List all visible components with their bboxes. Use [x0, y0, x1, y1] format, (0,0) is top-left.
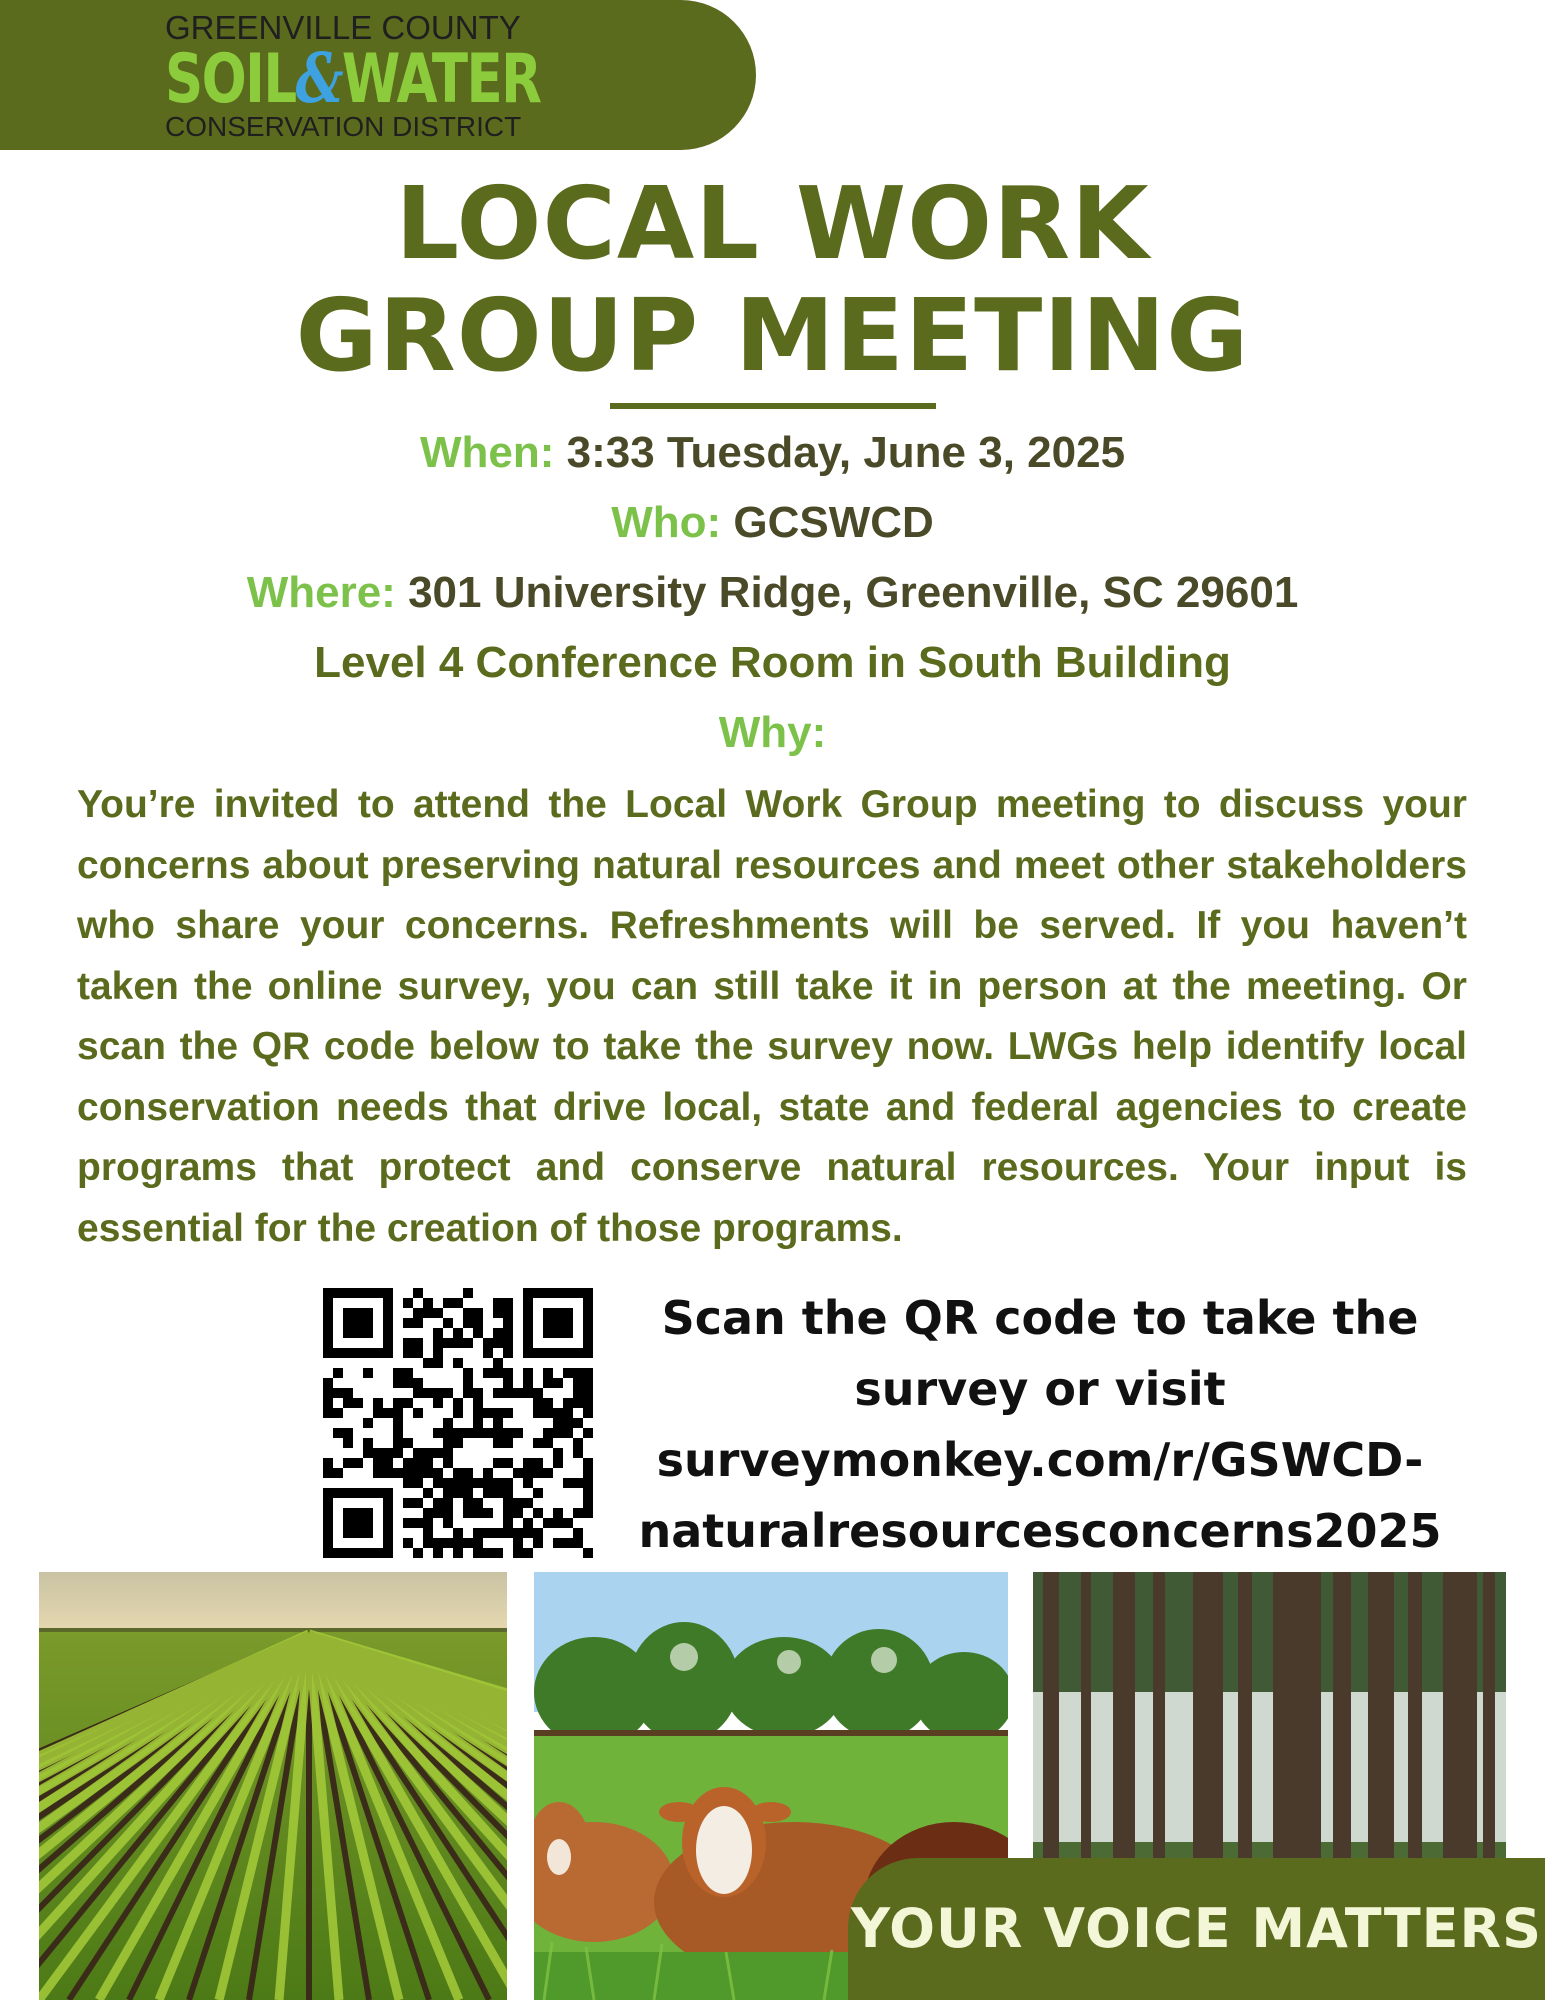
qr-code[interactable]	[323, 1288, 593, 1558]
where-line-2	[0, 633, 1545, 693]
where-line	[0, 563, 1545, 623]
title-line-1: LOCAL WORK	[395, 165, 1150, 282]
banner-text: YOUR VOICE MATTERS	[850, 1897, 1543, 1960]
logo-ampersand: &	[295, 39, 342, 119]
scan-line-1: Scan the QR code to take the	[661, 1291, 1419, 1345]
why-description: You’re invited to attend the Local Work Group meeting to discuss your concerns about preserving natural resources and meet other stakeholders who share your concerns. Refreshments will be served. If you haven’t taken the online survey, you can still take it in person at the meeting. Or scan the QR code below to take the survey now. LWGs help identify local conservation needs that drive local, state and federal agencies to create programs that protect and conserve natural resources. Your input is essential for the creation of those programs.	[77, 783, 1467, 1250]
where-value: 301 University Ridge, Greenville, SC 29601	[408, 568, 1299, 617]
when-value: 3:33 Tuesday, June 3, 2025	[566, 428, 1126, 477]
where-room: Level 4 Conference Room in South Building	[314, 638, 1231, 687]
survey-url-line-1[interactable]: surveymonkey.com/r/GSWCD-	[656, 1433, 1424, 1487]
who-label: Who:	[611, 498, 722, 547]
logo-county-text: GREENVILLE COUNTY	[165, 9, 521, 46]
logo-soil-text: SOIL	[165, 40, 296, 119]
district-logo	[165, 10, 545, 141]
crop-field-photo	[39, 1572, 507, 2000]
why-label: Why:	[718, 708, 827, 757]
why-line	[0, 703, 1545, 763]
who-value: GCSWCD	[733, 498, 934, 547]
logo-water-text: WATER	[341, 40, 541, 119]
scan-line-2: survey or visit	[854, 1362, 1226, 1416]
page-title	[0, 165, 1545, 394]
where-label: Where:	[246, 568, 396, 617]
logo-soil-water	[165, 39, 541, 119]
title-line-2: GROUP MEETING	[295, 277, 1250, 394]
title-divider	[610, 403, 936, 409]
your-voice-banner	[848, 1858, 1545, 2000]
scan-instructions	[630, 1283, 1450, 1567]
when-line	[0, 423, 1545, 483]
who-line	[0, 493, 1545, 553]
logo-district-text: CONSERVATION DISTRICT	[165, 111, 522, 142]
survey-url-line-2[interactable]: naturalresourcesconcerns2025	[638, 1504, 1442, 1558]
when-label: When:	[419, 428, 555, 477]
